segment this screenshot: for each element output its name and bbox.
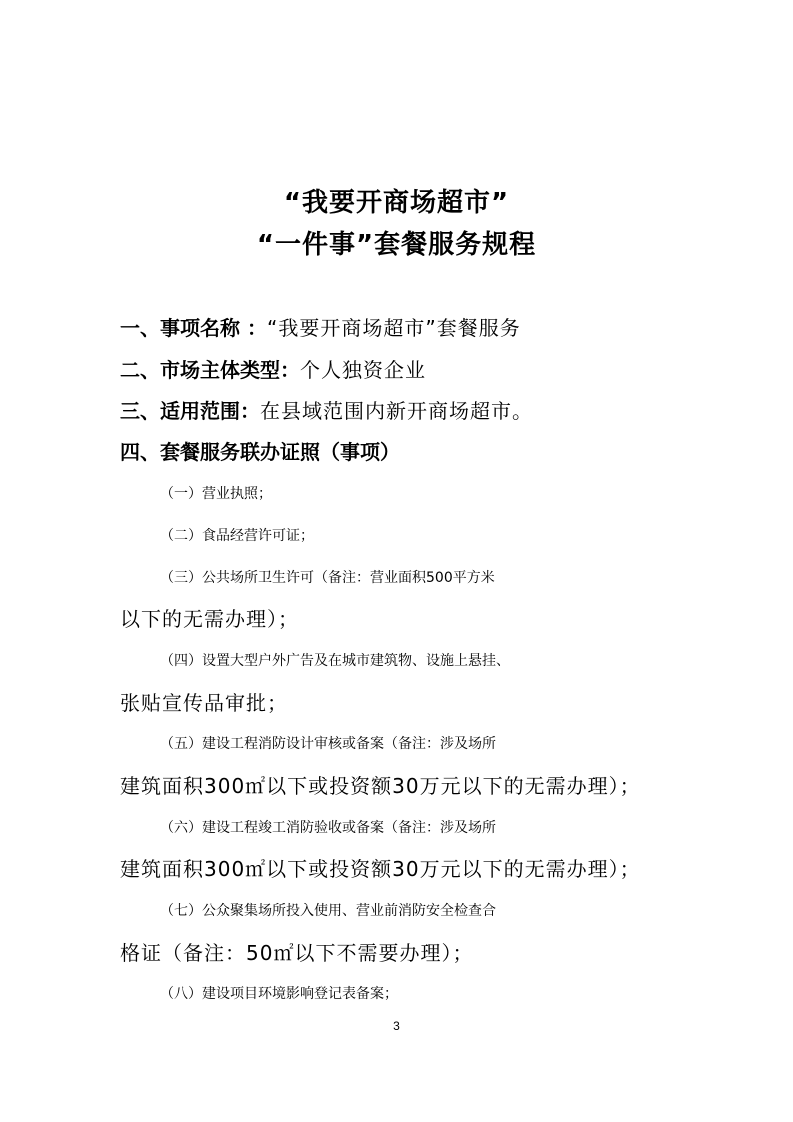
list-item-6-line-2: 建筑面积300㎡以下或投资额30万元以下的无需办理）； — [120, 857, 641, 881]
document-title-line-1: “我要开商场超市” — [283, 188, 510, 218]
section-licenses — [120, 437, 680, 467]
list-item-3-line-2: 以下的无需办理）； — [120, 607, 299, 631]
list-item-3-line-1: （三）公共场所卫生许可（备注：营业面积500平方米 — [160, 570, 495, 586]
section-text: “我要开商场超市”套餐服务 — [266, 316, 521, 340]
section-text: 个人独资企业 — [300, 358, 426, 382]
list-item-5-line-1: （五）建设工程消防设计审核或备案（备注：涉及场所 — [160, 736, 496, 752]
section-scope — [120, 396, 680, 426]
list-item-7-line-1: （七）公众聚集场所投入使用、营业前消防安全检查合 — [160, 903, 496, 919]
list-item-4-line-2: 张贴宣传品审批； — [120, 691, 288, 715]
list-item-7-line-2: 格证（备注：50㎡以下不需要办理）； — [120, 941, 474, 965]
list-item-5-line-2: 建筑面积300㎡以下或投资额30万元以下的无需办理）； — [120, 774, 641, 798]
section-heading: 一、事项名称 ： — [120, 316, 267, 340]
list-item-8: （八）建设项目环境影响登记表备案； — [160, 986, 398, 1002]
page-number: 3 — [393, 1019, 400, 1033]
section-item-name — [120, 313, 680, 343]
document-title-line-2: “一件事”套餐服务规程 — [256, 230, 537, 260]
section-text: 在县域范围内新开商场超市。 — [260, 399, 533, 423]
list-item-4-line-1: （四）设置大型户外广告及在城市建筑物、设施上悬挂、 — [160, 653, 510, 669]
section-entity-type — [120, 355, 680, 385]
list-item-6-line-1: （六）建设工程竣工消防验收或备案（备注：涉及场所 — [160, 820, 496, 836]
list-item-1: （一）营业执照； — [160, 486, 272, 502]
section-heading: 四、套餐服务联办证照（事项） — [120, 440, 400, 464]
section-heading: 三、适用范围： — [120, 399, 260, 423]
list-item-2: （二）食品经营许可证； — [160, 528, 314, 544]
section-heading: 二、市场主体类型： — [120, 358, 300, 382]
